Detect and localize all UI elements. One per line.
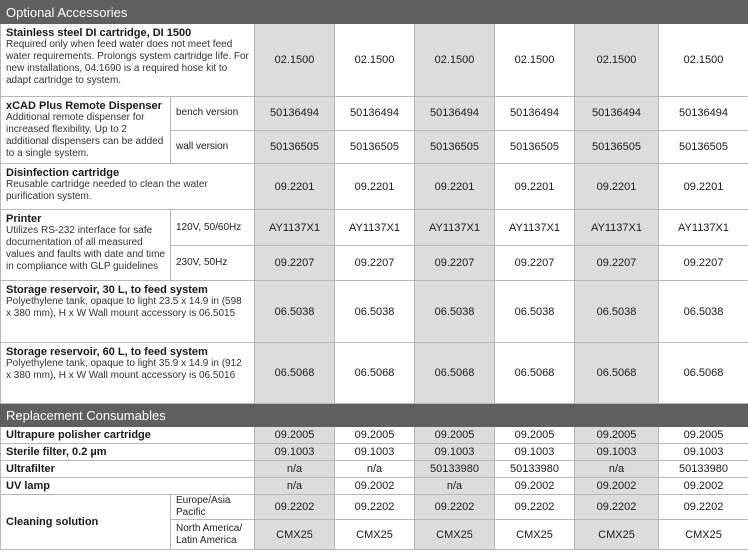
value-cell: 09.2201 — [575, 164, 659, 210]
value-cell: 09.2005 — [335, 427, 415, 444]
value-cell: 50133980 — [659, 461, 748, 478]
value-cell: 50136505 — [255, 130, 335, 164]
value-cell: n/a — [255, 478, 335, 495]
value-cell: 09.1003 — [659, 444, 748, 461]
product-title: Storage reservoir, 30 L, to feed system — [6, 284, 208, 296]
product-description: Utilizes RS-232 interface for safe documentation of all measured values and faults with date and time in compliance with GLP guidelines — [6, 225, 165, 272]
value-cell: 50136505 — [415, 130, 495, 164]
value-cell: n/a — [575, 461, 659, 478]
value-cell: 09.2005 — [659, 427, 748, 444]
value-cell: 06.5038 — [415, 281, 495, 343]
value-cell: 06.5038 — [335, 281, 415, 343]
value-cell: 09.1003 — [495, 444, 575, 461]
value-cell: 09.2207 — [575, 246, 659, 281]
value-cell: n/a — [255, 461, 335, 478]
value-cell: 09.1003 — [575, 444, 659, 461]
value-cell: 09.2002 — [335, 478, 415, 495]
value-cell: 50136494 — [255, 97, 335, 131]
value-cell: 06.5068 — [575, 343, 659, 404]
value-cell: 02.1500 — [335, 24, 415, 97]
value-cell: 09.1003 — [335, 444, 415, 461]
value-cell: CMX25 — [415, 520, 495, 550]
value-cell: 09.2005 — [495, 427, 575, 444]
value-cell: AY1137X1 — [659, 210, 748, 246]
value-cell: 50133980 — [415, 461, 495, 478]
table-row — [1, 495, 748, 520]
value-cell: 09.2201 — [255, 164, 335, 210]
product-cell — [1, 24, 255, 97]
product-title: xCAD Plus Remote Dispenser — [6, 100, 162, 112]
value-cell: 06.5068 — [255, 343, 335, 404]
variant-label: North America/ Latin America — [171, 520, 255, 550]
value-cell: 06.5068 — [415, 343, 495, 404]
value-cell: 09.2005 — [255, 427, 335, 444]
consumable-title: Sterile filter, 0.2 µm — [1, 444, 255, 461]
value-cell: 09.2201 — [415, 164, 495, 210]
value-cell: 06.5068 — [495, 343, 575, 404]
value-cell: AY1137X1 — [255, 210, 335, 246]
value-cell: 09.2202 — [495, 495, 575, 520]
product-description: Reusable cartridge needed to clean the water purification system. — [6, 179, 208, 202]
value-cell: 09.2005 — [415, 427, 495, 444]
value-cell: 06.5068 — [335, 343, 415, 404]
product-title: Storage reservoir, 60 L, to feed system — [6, 346, 208, 358]
variant-label: bench version — [171, 97, 255, 131]
variant-label: 230V, 50Hz — [171, 246, 255, 281]
table-row — [1, 343, 748, 404]
value-cell: 50136494 — [659, 97, 748, 131]
value-cell: 09.2002 — [659, 478, 748, 495]
product-description: Polyethylene tank, opaque to light 35.9 x 14.9 in (912 x 380 mm), H x W Wall mount accessory is 06.5016 — [6, 358, 242, 381]
value-cell: AY1137X1 — [415, 210, 495, 246]
variant-label: 120V, 50/60Hz — [171, 210, 255, 246]
section-header-optional-accessories: Optional Accessories — [1, 1, 748, 24]
value-cell: 09.1003 — [415, 444, 495, 461]
product-description: Polyethylene tank, opaque to light 23.5 x 14.9 in (598 x 380 mm), H x W Wall mount accessory is 06.5015 — [6, 296, 242, 319]
product-title: Printer — [6, 213, 42, 225]
value-cell: 02.1500 — [659, 24, 748, 97]
product-cell — [1, 210, 171, 281]
value-cell: 06.5038 — [255, 281, 335, 343]
value-cell: 50136494 — [415, 97, 495, 131]
value-cell: 06.5038 — [659, 281, 748, 343]
value-cell: 09.2002 — [495, 478, 575, 495]
value-cell: CMX25 — [495, 520, 575, 550]
value-cell: CMX25 — [255, 520, 335, 550]
product-cell — [1, 97, 171, 164]
consumable-title: Ultrapure polisher cartridge — [1, 427, 255, 444]
value-cell: AY1137X1 — [575, 210, 659, 246]
product-description: Required only when feed water does not meet feed water requirements. Prolongs system cartridge life. For new installations, 04.1690 is a required hose kit to adapt cartridge to system. — [6, 39, 249, 86]
value-cell: n/a — [415, 478, 495, 495]
value-cell: CMX25 — [335, 520, 415, 550]
value-cell: 09.2201 — [335, 164, 415, 210]
product-cell — [1, 164, 255, 210]
value-cell: 09.2207 — [255, 246, 335, 281]
value-cell: CMX25 — [659, 520, 748, 550]
value-cell: 06.5038 — [575, 281, 659, 343]
value-cell: n/a — [335, 461, 415, 478]
value-cell: 02.1500 — [255, 24, 335, 97]
product-cell — [1, 281, 255, 343]
value-cell: 09.2202 — [415, 495, 495, 520]
value-cell: 50136494 — [575, 97, 659, 131]
product-description: Additional remote dispenser for increased flexibility. Up to 2 additional dispensers can be added to a single system. — [6, 112, 164, 159]
value-cell: 02.1500 — [495, 24, 575, 97]
table-row — [1, 461, 748, 478]
value-cell: 09.2201 — [659, 164, 748, 210]
value-cell: 09.2002 — [575, 478, 659, 495]
consumable-title: UV lamp — [1, 478, 255, 495]
value-cell: 06.5068 — [659, 343, 748, 404]
variant-label: wall version — [171, 130, 255, 164]
value-cell: 02.1500 — [415, 24, 495, 97]
value-cell: 06.5038 — [495, 281, 575, 343]
value-cell: 50136505 — [495, 130, 575, 164]
value-cell: 50136505 — [575, 130, 659, 164]
table-row — [1, 281, 748, 343]
consumable-title: Ultrafilter — [1, 461, 255, 478]
value-cell: 09.2005 — [575, 427, 659, 444]
value-cell: 09.2207 — [415, 246, 495, 281]
value-cell: 50136505 — [335, 130, 415, 164]
section-header-replacement-consumables: Replacement Consumables — [1, 404, 748, 427]
table-row — [1, 24, 748, 97]
table-row — [1, 164, 748, 210]
value-cell: 09.2202 — [255, 495, 335, 520]
value-cell: 02.1500 — [575, 24, 659, 97]
value-cell: 09.2202 — [659, 495, 748, 520]
value-cell: 09.2201 — [495, 164, 575, 210]
value-cell: 09.2207 — [495, 246, 575, 281]
value-cell: 09.2207 — [335, 246, 415, 281]
table-row — [1, 97, 748, 131]
variant-label: Europe/Asia Pacific — [171, 495, 255, 520]
consumable-title: Cleaning solution — [1, 495, 171, 550]
value-cell: 09.2202 — [335, 495, 415, 520]
product-title: Disinfection cartridge — [6, 167, 120, 179]
value-cell: 50136494 — [335, 97, 415, 131]
value-cell: CMX25 — [575, 520, 659, 550]
table-row — [1, 210, 748, 246]
product-title: Stainless steel DI cartridge, DI 1500 — [6, 27, 192, 39]
value-cell: 09.2207 — [659, 246, 748, 281]
table-row — [1, 427, 748, 444]
table-row — [1, 444, 748, 461]
value-cell: 50136494 — [495, 97, 575, 131]
value-cell: 50133980 — [495, 461, 575, 478]
value-cell: 50136505 — [659, 130, 748, 164]
table-row — [1, 478, 748, 495]
value-cell: AY1137X1 — [335, 210, 415, 246]
value-cell: 09.2202 — [575, 495, 659, 520]
value-cell: 09.1003 — [255, 444, 335, 461]
product-cell — [1, 343, 255, 404]
value-cell: AY1137X1 — [495, 210, 575, 246]
